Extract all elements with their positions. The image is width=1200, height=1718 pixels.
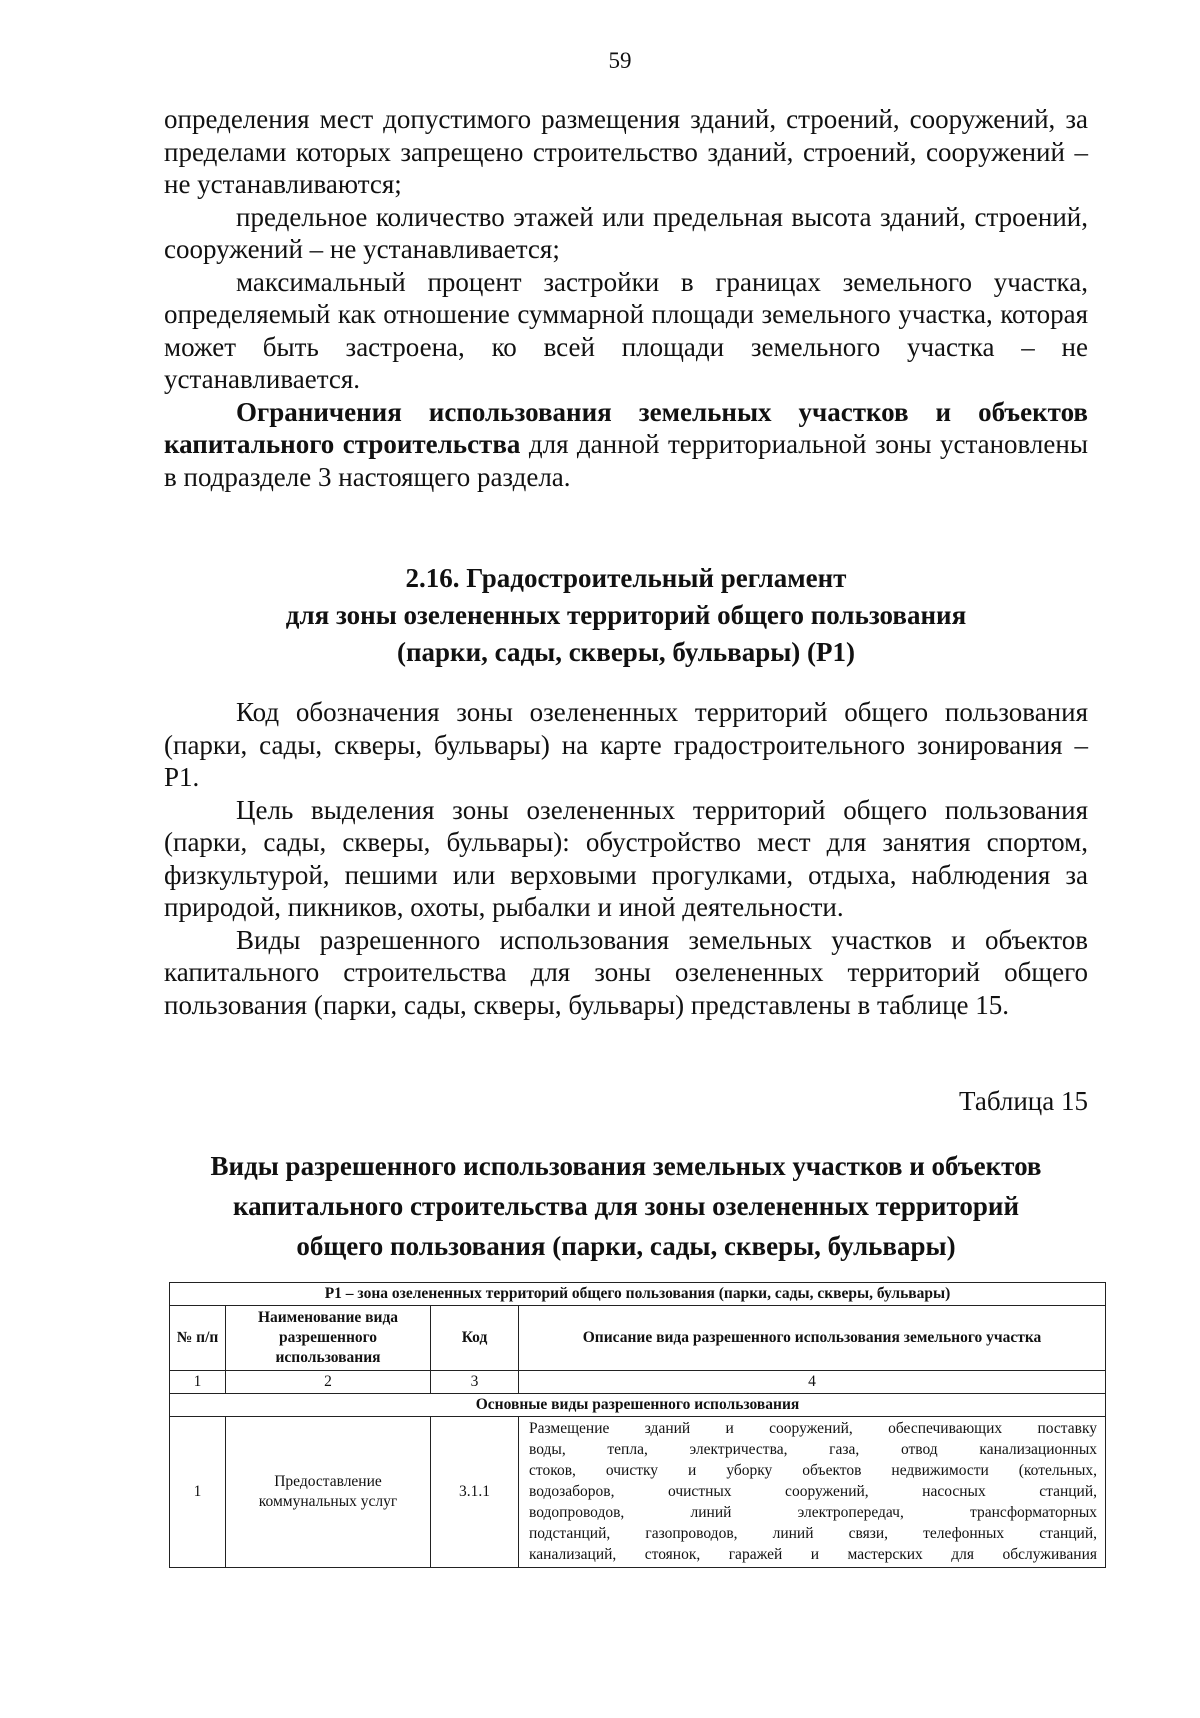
table-title-line: Виды разрешенного использования земельных участков и объектов xyxy=(210,1151,1042,1181)
paragraph: определения мест допустимого размещения зданий, строений, сооружений, за пределами которых запрещено строительство зданий, строений, сооружений – не устанавливаются; xyxy=(164,104,1088,199)
paragraph: предельное количество этажей или предельная высота зданий, строений, сооружений – не устанавливается; xyxy=(164,201,1088,264)
column-index-row xyxy=(170,1371,1106,1394)
column-header-name: Наименование вида разрешенного использования xyxy=(226,1306,431,1371)
paragraph: максимальный процент застройки в границах земельного участка, определяемый как отношение суммарной площади земельного участка, которая может быть застроена, ко всей площади земельного участка – не устанавливается. xyxy=(164,266,1088,394)
intro-text xyxy=(164,103,1088,493)
column-index: 4 xyxy=(519,1371,1106,1394)
description-line: канализаций, стоянок, гаражей и мастерских для обслуживания xyxy=(529,1546,1098,1563)
table-row xyxy=(170,1417,1106,1568)
zone-header-row xyxy=(170,1283,1106,1306)
row-code-cell: 3.1.1 xyxy=(431,1417,519,1568)
column-header-row xyxy=(170,1306,1106,1371)
paragraph: Код обозначения зоны озелененных территорий общего пользования (парки, сады, скверы, бульвары) на карте градостроительного зонирования – Р1. xyxy=(164,697,1088,792)
description-line: воды, тепла, электричества, газа, отвод канализационных xyxy=(529,1441,1098,1458)
column-header-code: Код xyxy=(431,1306,519,1371)
section-row xyxy=(170,1394,1106,1417)
restrictions-paragraph xyxy=(164,396,1088,494)
section-heading-line: 2.16. Градостроительный регламент xyxy=(405,563,847,593)
column-header-description: Описание вида разрешенного использования земельного участка xyxy=(519,1306,1106,1371)
land-use-table xyxy=(169,1282,1106,1568)
section-heading-line: для зоны озелененных территорий общего пользования xyxy=(285,600,967,630)
section-title-cell: Основные виды разрешенного использования xyxy=(170,1394,1106,1417)
row-name-cell: Предоставление коммунальных услуг xyxy=(226,1417,431,1568)
table-caption: Таблица 15 xyxy=(959,1086,1088,1116)
column-index: 3 xyxy=(431,1371,519,1394)
description-line: водозаборов, очистных сооружений, насосных станций, xyxy=(529,1483,1098,1500)
column-index: 1 xyxy=(170,1371,226,1394)
zone-header-cell: Р1 – зона озелененных территорий общего пользования (парки, сады, скверы, бульвары) xyxy=(170,1283,1106,1306)
description-line: водопроводов, линий электропередач, трансформаторных xyxy=(529,1504,1098,1521)
section-text xyxy=(164,696,1088,1021)
paragraph: Виды разрешенного использования земельных участков и объектов капитального строительства для зоны озелененных территорий общего пользования (парки, сады, скверы, бульвары) представлены в таблице 15. xyxy=(164,924,1088,1020)
row-description-cell xyxy=(519,1417,1106,1568)
description-line: подстанций, газопроводов, линий связи, телефонных станций, xyxy=(529,1525,1098,1542)
description-line: Размещение зданий и сооружений, обеспечивающих поставку xyxy=(529,1420,1098,1437)
column-index: 2 xyxy=(226,1371,431,1394)
table-title xyxy=(150,1146,1102,1266)
table-title-line: общего пользования (парки, сады, скверы, бульвары) xyxy=(296,1231,956,1261)
page-number: 59 xyxy=(608,48,632,73)
section-heading-line: (парки, сады, скверы, бульвары) (Р1) xyxy=(396,637,856,667)
restrictions-regular-text: для данной территориальной зоны установлены в подразделе 3 настоящего раздела. xyxy=(164,429,1088,492)
table-title-line: капитального строительства для зоны озелененных территорий xyxy=(232,1191,1020,1221)
restrictions-bold-text: Ограничения использования земельных участков и объектов капитального строительства xyxy=(164,396,1088,459)
column-header-number: № п/п xyxy=(170,1306,226,1371)
row-number-cell: 1 xyxy=(170,1417,226,1568)
paragraph: Цель выделения зоны озелененных территорий общего пользования (парки, сады, скверы, бульвары): обустройство мест для занятия спортом, физкультурой, пешими или верховыми прогулками, отдыха, наблюдения за природой, пикников, охоты, рыбалки и иной деятельности. xyxy=(164,794,1088,922)
section-heading xyxy=(164,560,1088,671)
description-line: стоков, очистку и уборку объектов недвижимости (котельных, xyxy=(529,1462,1098,1479)
